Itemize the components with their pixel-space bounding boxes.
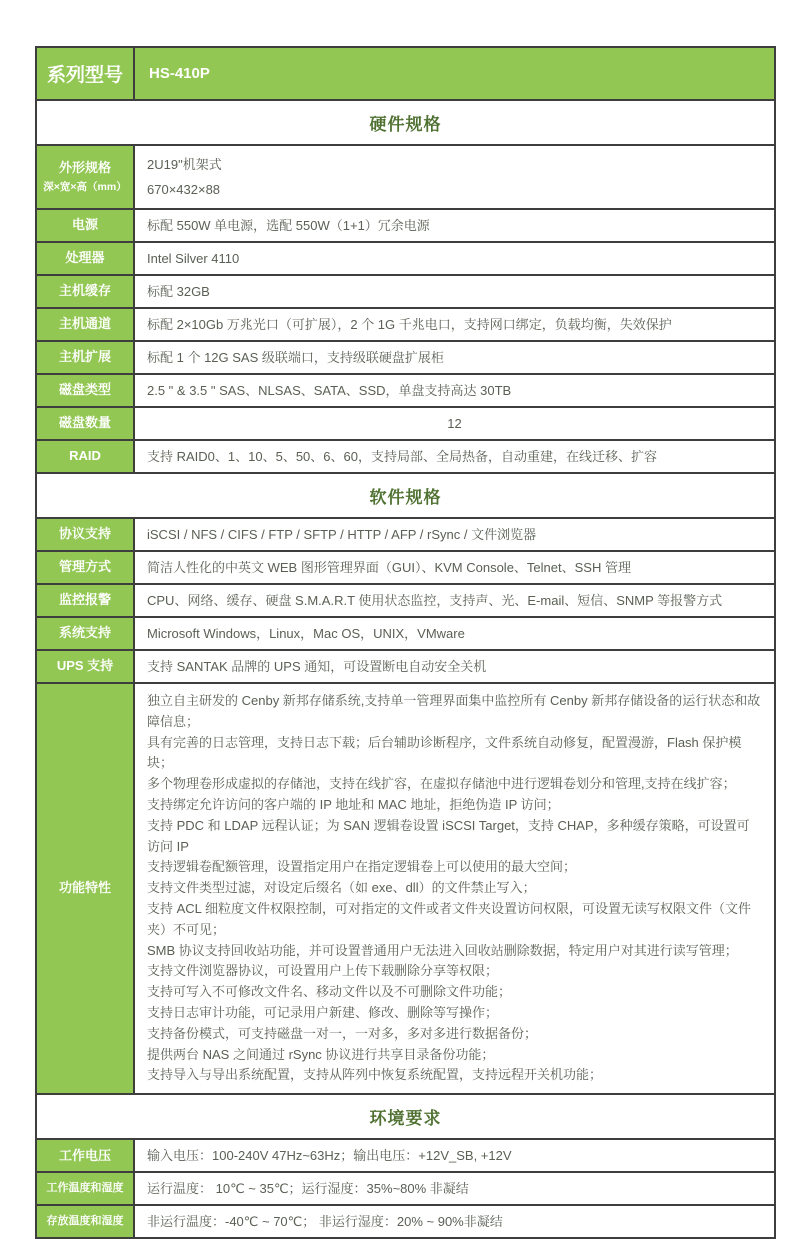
model-number: HS-410P	[149, 65, 210, 82]
row-label: 主机扩展	[37, 342, 135, 373]
row-label: 管理方式	[37, 552, 135, 583]
section-header-software	[37, 474, 774, 519]
section-header-environment	[37, 1095, 774, 1140]
row-label: RAID	[37, 441, 135, 472]
row-label: 监控报警	[37, 585, 135, 616]
row-label-line2: 深×宽×高（mm）	[43, 181, 127, 194]
spec-row-cache	[37, 276, 774, 309]
section-header-hardware	[37, 101, 774, 146]
spec-row-protocols	[37, 519, 774, 552]
spec-row-operating-temp	[37, 1173, 774, 1206]
row-label: 工作温度和湿度	[37, 1173, 135, 1204]
row-value: 标配 1 个 12G SAS 级联端口，支持级联硬盘扩展柜	[135, 342, 774, 373]
series-label: 系列型号	[37, 48, 135, 99]
spec-row-host-expansion	[37, 342, 774, 375]
row-value: 支持 SANTAK 品牌的 UPS 通知，可设置断电自动安全关机	[135, 651, 774, 682]
row-value: 输入电压：100-240V 47Hz~63Hz；输出电压：+12V_SB, +12V	[135, 1140, 774, 1171]
spec-row-power	[37, 210, 774, 243]
row-label: 磁盘数量	[37, 408, 135, 439]
row-label: 主机通道	[37, 309, 135, 340]
spec-row-cpu	[37, 243, 774, 276]
spec-row-management	[37, 552, 774, 585]
row-label-line1: 外形规格	[58, 159, 111, 175]
spec-row-storage-temp	[37, 1206, 774, 1237]
row-label: 系统支持	[37, 618, 135, 649]
spec-row-host-channel	[37, 309, 774, 342]
spec-row-disk-count	[37, 408, 774, 441]
spec-sheet-table	[35, 46, 776, 1239]
row-value: 运行温度： 10℃ ~ 35℃；运行湿度：35%~80% 非凝结	[135, 1173, 774, 1204]
row-value: Intel Silver 4110	[135, 243, 774, 274]
row-label: 功能特性	[37, 684, 135, 1093]
spec-row-voltage	[37, 1140, 774, 1173]
row-value: Microsoft Windows，Linux，Mac OS，UNIX，VMware	[135, 618, 774, 649]
row-label: 磁盘类型	[37, 375, 135, 406]
spec-row-features	[37, 684, 774, 1095]
row-value: 非运行温度：-40℃ ~ 70℃； 非运行湿度：20% ~ 90%非凝结	[135, 1206, 774, 1237]
spec-row-os-support	[37, 618, 774, 651]
spec-row-disk-type	[37, 375, 774, 408]
row-label: 处理器	[37, 243, 135, 274]
row-label: 工作电压	[37, 1140, 135, 1171]
row-value-feature-list: 独立自主研发的 Cenby 新邦存储系统,支持单一管理界面集中监控所有 Cenby 新邦存储设备的运行状态和故障信息； 具有完善的日志管理，支持日志下载；后台辅助诊断程序，文件系统自动修复，配置漫游，Flash 保护模块； 多个物理卷形成虚拟的存储池，支持在线扩容，在虚拟存储池中进行逻辑卷划分和管理,支持在线扩容； 支持绑定允许访问的客户端的 IP 地址和 MAC 地址，拒绝伪造 IP 访问； 支持 PDC 和 LDAP 远程认证；为 SAN 逻辑卷设置 iSCSI Target，支持 CHAP，多种缓存策略，可设置可访问 IP 支持逻辑卷配额管理，设置指定用户在指定逻辑卷上可以使用的最大空间； 支持文件类型过滤，对设定后缀名（如 exe、dll）的文件禁止写入； 支持 ACL 细粒度文件权限控制，可对指定的文件或者文件夹设置访问权限，可设置无读写权限文件（文件夹）不可见； SMB 协议支持回收站功能，并可设置普通用户无法进入回收站删除数据，特定用户对其进行读写管理； 支持文件浏览器协议，可设置用户上传下载删除分享等权限； 支持可写入不可修改文件名、移动文件以及不可删除文件功能； 支持日志审计功能，可记录用户新建、修改、删除等写操作； 支持备份模式，可支持磁盘一对一，一对多，多对多进行数据备份； 提供两台 NAS 之间通过 rSync 协议进行共享目录备份功能； 支持导入与导出系统配置，支持从阵列中恢复系统配置，支持远程开关机功能；	[135, 684, 774, 1093]
row-label: 电源	[37, 210, 135, 241]
row-value: 支持 RAID0、1、10、5、50、6、60，支持局部、全局热备，自动重建，在线迁移、扩容	[135, 441, 774, 472]
row-label: UPS 支持	[37, 651, 135, 682]
row-value: 12	[135, 408, 774, 439]
row-label: 协议支持	[37, 519, 135, 550]
spec-row-monitoring	[37, 585, 774, 618]
row-value	[135, 146, 774, 208]
spec-row-raid	[37, 441, 774, 474]
model-header-row	[37, 48, 774, 101]
row-label	[37, 146, 135, 208]
row-value: iSCSI / NFS / CIFS / FTP / SFTP / HTTP / AFP / rSync / 文件浏览器	[135, 519, 774, 550]
row-label: 存放温度和湿度	[37, 1206, 135, 1237]
dimension-line-1: 2U19"机架式	[147, 157, 222, 172]
section-title: 软件规格	[369, 488, 442, 507]
row-value: 简洁人性化的中英文 WEB 图形管理界面（GUI）、KVM Console、Telnet、SSH 管理	[135, 552, 774, 583]
row-label: 主机缓存	[37, 276, 135, 307]
row-value: 2.5 " & 3.5 " SAS、NLSAS、SATA、SSD，单盘支持高达 30TB	[135, 375, 774, 406]
row-value: 标配 550W 单电源，选配 550W（1+1）冗余电源	[135, 210, 774, 241]
dimension-line-2: 670×432×88	[147, 182, 221, 197]
section-title: 硬件规格	[369, 115, 442, 134]
spec-row-ups	[37, 651, 774, 684]
row-value: 标配 2×10Gb 万兆光口（可扩展），2 个 1G 千兆电口，支持网口绑定，负载均衡，失效保护	[135, 309, 774, 340]
row-value: CPU、网络、缓存、硬盘 S.M.A.R.T 使用状态监控，支持声、光、E-mail、短信、SNMP 等报警方式	[135, 585, 774, 616]
spec-row-dimensions	[37, 146, 774, 210]
section-title: 环境要求	[369, 1109, 442, 1129]
row-value: 标配 32GB	[135, 276, 774, 307]
